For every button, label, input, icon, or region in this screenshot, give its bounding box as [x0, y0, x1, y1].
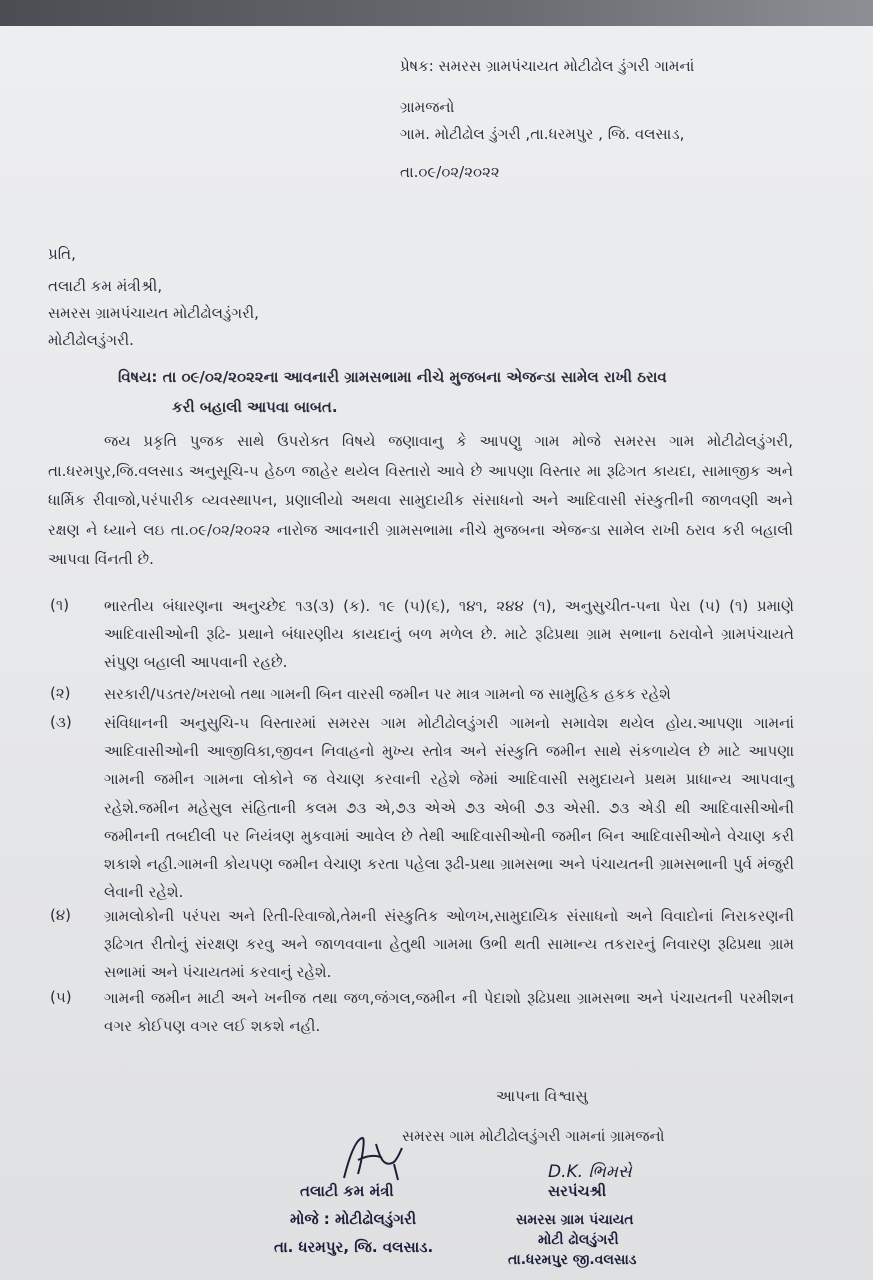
recipient-office: સમરસ ગ્રામપંચાયત મોટીઢોલડુંગરી, — [48, 304, 259, 322]
subject-line-1: વિષય: તા ૦૯/૦૨/૨૦૨૨ના આવનારી ગ્રામસભામા નીચે મુજબના એજન્ડા સામેલ રાખી ઠરાવ — [118, 368, 667, 386]
sender-line-2: ગ્રામજનો — [400, 98, 455, 116]
intro-paragraph: જય પ્રકૃતિ પુજક સાથે ઉપરોક્ત વિષયે જણાવાનુ કે આપણુ ગામ મોજે સમરસ ગામ મોટીઢોલડુંગરી, તા.ધરમપુર,જિ.વલસાડ અનુસૂચિ-૫ હેઠળ જાહેર થયેલ વિસ્તારો આવે છે આપણા વિસ્તાર મા રૂઢિગત કાયદા, સામાજીક અને ધાર્મિક રીવાજો,પરંપારીક વ્યવસ્થાપન, પ્રણાલીયો અથવા સામુદાયીક સંસાધનો અને આદિવાસી સંસ્કુતીની જાળવણી અને રક્ષણ ને ધ્યાને લઇ તા.૦૯/૦૨/૨૦૨૨ નારોજ આવનારી ગ્રામસભામા નીચે મુજબના એજન્ડા સામેલ રાખી ઠરાવ કરી બહાલી આપવા વિંનતી છે. — [48, 432, 793, 568]
background-strip — [0, 0, 873, 26]
talati-stamp-village: મોજે : મોટીઢોલડુંગરી — [290, 1210, 417, 1228]
item-number: (૧) — [50, 596, 70, 614]
letter-page — [0, 26, 873, 1280]
sarpanch-stamp-title: સરપંચશ્રી — [548, 1182, 607, 1200]
talati-stamp-title: તલાટી કમ મંત્રી — [300, 1182, 394, 1200]
closing-signatory: સમરસ ગામ મોટીઢોલડુંગરી ગામનાં ગ્રામજનો — [402, 1127, 665, 1145]
agenda-item: સરકારી/પડતર/ખરાબો તથા ગામની બિન વારસી જમીન પર માત્ર ગામનો જ સામુહિક હકક રહેશે — [104, 685, 671, 703]
agenda-item: ગ્રામલોકોની પરંપરા અને રિતી-રિવાજો,તેમની સંસ્કુતિક ઓળખ,સામુદાયિક સંસાધનો અને વિવાદોનાં નિરાકરણની રૂઢિગત રીતોનું સંરક્ષણ કરવુ અને જાળવવાના હેતુથી ગામમા ઉભી થતી સામાન્ય તકરારનું નિવારણ રૂઢિપ્રથા ગ્રામ સભામાં અને પંચાયતમાં કરવાનું રહેશે. — [104, 907, 794, 982]
sarpanch-stamp-district: તા.ધરમપુર જી.વલસાડ — [508, 1252, 637, 1268]
item-number: (૫) — [50, 988, 72, 1006]
agenda-item: ગામની જમીન માટી અને ખનીજ તથા જળ,જંગલ,જમીન ની પેદાશો રૂઢિપ્રથા ગ્રામસભા અને પંચાયતની પરમીશન વગર કોઈપણ વગર લઈ શકશે નહી. — [104, 989, 794, 1036]
recipient-title: તલાટી કમ મંત્રીશ્રી, — [48, 277, 163, 295]
sender-address: ગામ. મોટીઢોલ ડુંગરી ,તા.ધરમપુર , જિ. વલસાડ, — [400, 125, 685, 143]
recipient-place: મોટીઢોલડુંગરી. — [48, 331, 134, 349]
sender-line-1: પ્રેષક: સમરસ ગ્રામપંચાયત મોટીઢોલ ડુંગરી ગામનાં — [400, 57, 695, 75]
subject-line-2: કરી બહાલી આપવા બાબત. — [172, 398, 338, 416]
item-number: (૨) — [50, 684, 71, 702]
recipient-prefix: પ્રતિ, — [48, 245, 76, 263]
letter-date: તા.૦૯/૦૨/૨૦૨૨ — [400, 163, 500, 181]
sarpanch-stamp-panchayat: સમરસ ગ્રામ પંચાયત — [516, 1212, 634, 1228]
sarpanch-stamp-village: મોટી ઢોલડુંગરી — [538, 1232, 619, 1248]
closing-salutation: આપના વિશ્વાસુ — [496, 1087, 588, 1105]
item-number: (૩) — [50, 713, 72, 731]
agenda-item: સંવિધાનની અનુસુચિ-૫ વિસ્તારમાં સમરસ ગામ મોટીઢોલડુંગરી ગામનો સમાવેશ થયેલ હોય.આપણા ગામનાં આદિવાસીઓની આજીવિકા,જીવન નિવાહનો મુખ્ય સ્તોત્ર અને સંસ્કુતિ જમીન સાથે સંકળાયેલ છે માટે આપણા ગામની જમીન ગામના લોકોને જ વેચાણ કરવાની રહેશે જેમાં આદિવાસી સમુદાયને પ્રથમ પ્રાધાન્ય આપવાનુ રહેશે.જમીન મહેસુલ સંહિતાની કલમ ૭૩ એ,૭૩ એએ ૭૩ એબી ૭૩ એસી. ૭૩ એડી થી આદિવાસીઓની જમીનની તબદીલી પર નિયંત્રણ મુકવામાં આવેલ છે તેથી આદિવાસીઓની જમીન બિન આદિવાસીઓને વેચાણ કરી શકાશે નહી.ગામની કોયપણ જમીન વેચાણ કરતા પહેલા રૂઢી-પ્રથા ગ્રામસભા અને પંચાયતની ગ્રામસભાની પુર્વ મંજુરી લેવાની રહેશે. — [104, 714, 794, 902]
sarpanch-signature: D.K. ભિમસે — [548, 1162, 632, 1182]
item-number: (૪) — [50, 906, 72, 924]
agenda-item: ભારતીય બંધારણના અનુચ્છેદ ૧૩(૩) (ક). ૧૯ (૫)(૬), ૧૪૧, ૨૪૪ (૧), અનુસુચીત-૫ના પેરા (૫) (૧) પ્રમાણે આદિવાસીઓની રૂઢિ- પ્રથાને બંધારણીય કાયદાનું બળ મળેલ છે. માટે રૂઢિપ્રથા ગ્રામ સભાના ઠરાવોને ગ્રામપંચાયતે સંપુણ બહાલી આપવાની રહછે. — [104, 597, 794, 672]
talati-stamp-district: તા. ધરમપુર, જિ. વલસાડ. — [274, 1238, 434, 1256]
talati-signature — [336, 1134, 416, 1186]
